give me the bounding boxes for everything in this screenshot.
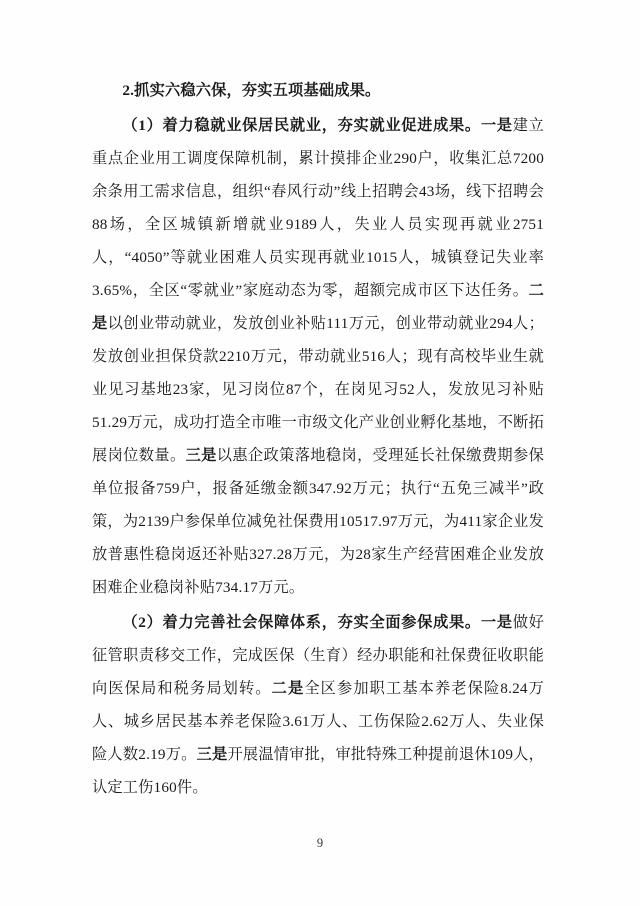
section-heading: 2.抓实六稳六保，夯实五项基础成果。 — [122, 82, 381, 99]
document-body — [92, 74, 544, 806]
paragraph-lead-2: （2）着力完善社会保障体系，夯实全面参保成果。 — [122, 614, 481, 631]
marker-yishi-2: 一是 — [480, 614, 513, 631]
marker-ershi-1: 二是 — [92, 282, 544, 332]
marker-sanshi-1: 三是 — [185, 447, 217, 464]
text-yishi-2: 做好征管职责移交工作，完成医保（生育）经办职能和社保费征收职能向医保局和税务局划转。 — [92, 614, 545, 697]
text-ershi-2: 全区参加职工基本养老保险8.24万人、城乡居民基本养老保险3.61万人、工伤保险2.62万人、失业保险人数2.19万。 — [92, 680, 545, 763]
marker-yishi-1: 一是 — [480, 117, 513, 134]
paragraph-social-security — [92, 606, 544, 804]
paragraph-lead-1: （1）着力稳就业保居民就业，夯实就业促进成果。 — [122, 117, 481, 134]
text-ershi-1: 以创业带动就业，发放创业补贴111万元，创业带动就业294人；发放创业担保贷款2210万元，带动就业516人；现有高校毕业生就业见习基地23家，见习岗位87个，在岗见习52人，发放见习补贴51.29万元，成功打造全市唯一市级文化产业创业孵化基地，不断拓展岗位数量。 — [92, 315, 544, 464]
marker-sanshi-2: 三是 — [196, 746, 228, 763]
text-yishi-1: 建立重点企业用工调度保障机制，累计摸排企业290户，收集汇总7200余条用工需求信息，组织“春风行动”线上招聘会43场，线下招聘会88场，全区城镇新增就业9189人，失业人员实现再就业2751人，“4050”等就业困难人员实现再就业1015人，城镇登记失业率3.65%，全区“零就业”家庭动态为零，超额完成市区下达任务。 — [92, 117, 545, 299]
text-sanshi-2: 开展温情审批，审批特殊工种提前退休109人，认定工伤160件。 — [92, 746, 544, 796]
text-sanshi-1: 以惠企政策落地稳岗，受理延长社保缴费期参保单位报备759户，报备延缴金额347.92万元；执行“五免三减半”政策，为2139户参保单位减免社保费用10517.97万元，为411家企业发放普惠性稳岗返还补贴327.28万元，为28家生产经营困难企业发放困难企业稳岗补贴734.17万元。 — [92, 447, 544, 596]
paragraph-employment — [92, 109, 544, 604]
marker-ershi-2: 二是 — [271, 680, 305, 697]
page-number: 9 — [316, 836, 324, 850]
